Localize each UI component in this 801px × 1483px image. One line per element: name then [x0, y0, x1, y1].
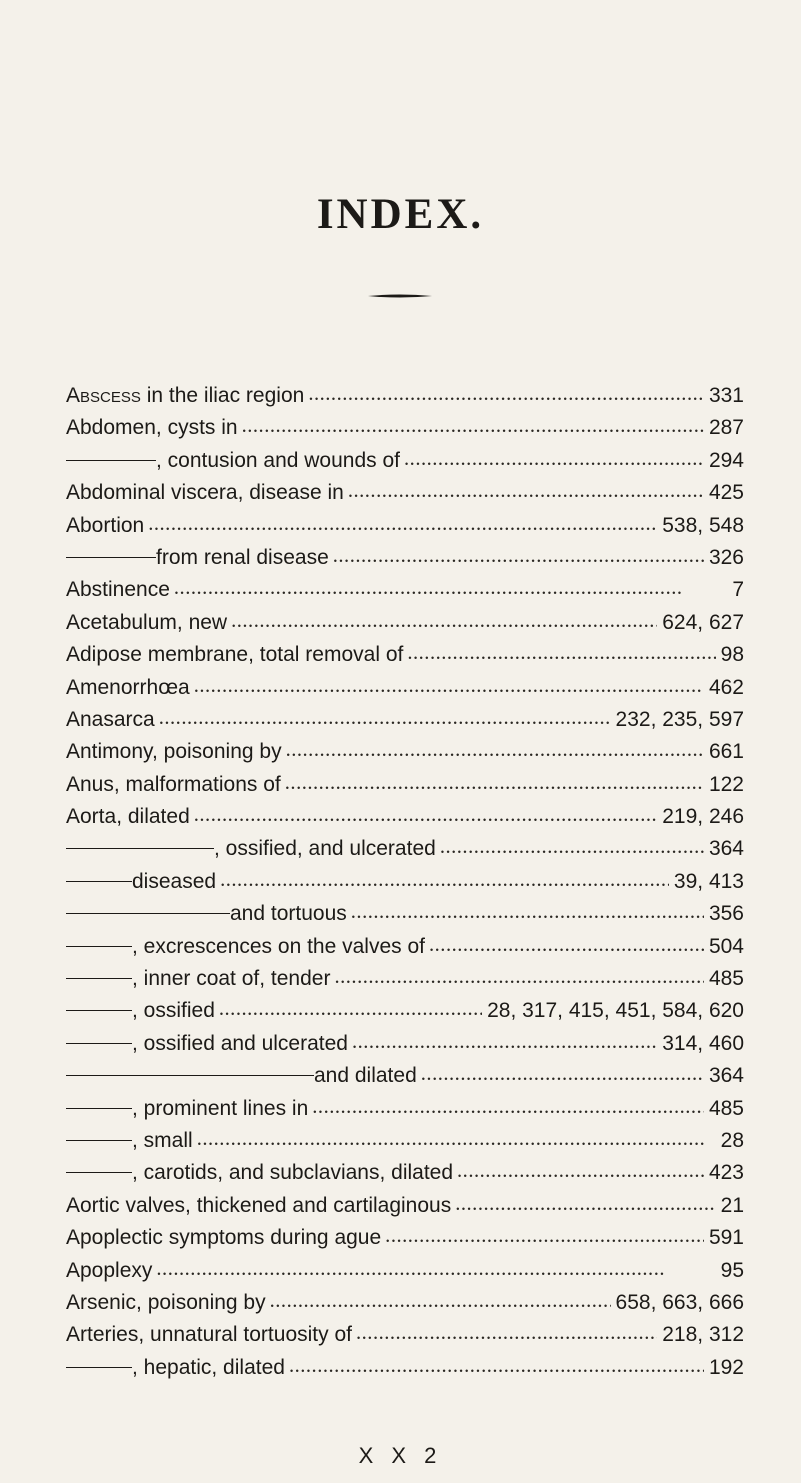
entry-pages: 661 [708, 740, 744, 764]
entry-pages: 122 [708, 772, 744, 796]
index-entry [66, 1222, 744, 1254]
entry-pages: 462 [708, 675, 744, 699]
entry-text: Antimony, poisoning by [66, 740, 282, 764]
ditto-dash [66, 881, 132, 882]
index-entry [66, 639, 744, 671]
index-entry [66, 607, 744, 639]
entry-pages: 7 [732, 578, 744, 602]
dot-leader [430, 933, 704, 966]
entry-pages: 294 [708, 448, 744, 472]
index-entry [66, 1157, 744, 1189]
dot-leader [353, 1030, 657, 1063]
dot-leader [243, 414, 704, 447]
dot-leader [313, 1095, 704, 1128]
entry-pages: 21 [720, 1193, 744, 1217]
entry-pages: 232, 235, 597 [615, 707, 744, 731]
entry-pages: 538, 548 [662, 513, 744, 537]
entry-pages: 364 [708, 1064, 744, 1088]
entry-text: , prominent lines in [132, 1096, 309, 1120]
ditto-dash [66, 1140, 132, 1141]
entry-pages: 314, 460 [662, 1031, 744, 1055]
entry-text: Acetabulum, new [66, 610, 228, 634]
entry-text: Amenorrhœa [66, 675, 190, 699]
entry-text: , ossified and ulcerated [132, 1031, 348, 1055]
entry-text: Aortic valves, thickened and cartilaginous [66, 1193, 452, 1217]
entry-text: Arteries, unnatural tortuosity of [66, 1323, 352, 1347]
entry-text: , contusion and wounds of [156, 448, 401, 472]
ditto-dash [66, 913, 230, 914]
entry-text: , hepatic, dilated [132, 1355, 285, 1379]
index-entry [66, 801, 744, 833]
ditto-dash [66, 978, 132, 979]
dot-leader [195, 674, 704, 707]
entry-text: Apoplexy [66, 1258, 153, 1282]
index-entry [66, 1287, 744, 1319]
entry-text: Abdominal viscera, disease in [66, 481, 344, 505]
entry-pages: 326 [708, 545, 744, 569]
dot-leader [198, 1127, 716, 1160]
index-entry [66, 1125, 744, 1157]
index-entry [66, 672, 744, 704]
ditto-dash [66, 1367, 132, 1368]
dot-leader [290, 1354, 704, 1387]
ornamental-rule [368, 294, 432, 297]
dot-leader [271, 1289, 611, 1322]
entry-text: diseased [132, 869, 217, 893]
index-entry [66, 866, 744, 898]
index-entry [66, 380, 744, 412]
index-entry [66, 1255, 744, 1287]
entry-text: , excrescences on the valves of [132, 934, 425, 958]
dot-leader [408, 641, 715, 674]
entry-pages: 39, 413 [673, 869, 744, 893]
entry-text: Aorta, dilated [66, 805, 190, 829]
index-entry [66, 704, 744, 736]
dot-leader [357, 1321, 657, 1354]
ditto-dash [66, 1108, 132, 1109]
dot-leader [405, 447, 704, 480]
entry-text: and dilated [314, 1064, 417, 1088]
dot-leader [149, 512, 657, 545]
entry-text: from renal disease [156, 545, 329, 569]
entry-text: Adipose membrane, total removal of [66, 643, 404, 667]
entry-pages: 504 [708, 934, 744, 958]
entry-pages: 98 [720, 643, 744, 667]
entry-text: Abscess in the iliac region [66, 384, 305, 407]
entry-pages: 287 [708, 416, 744, 440]
entry-text: and tortuous [230, 902, 347, 926]
index-entry [66, 412, 744, 444]
ditto-dash [66, 1043, 132, 1044]
dot-leader [422, 1062, 704, 1095]
dot-leader [221, 868, 669, 901]
index-entry [66, 477, 744, 509]
entry-pages: 356 [708, 902, 744, 926]
entry-text: , ossified [132, 999, 215, 1023]
dot-leader [456, 1192, 715, 1225]
entry-pages: 364 [708, 837, 744, 861]
ditto-dash [66, 946, 132, 947]
dot-leader [157, 1257, 715, 1290]
entry-text: Anus, malformations of [66, 772, 281, 796]
ditto-dash [66, 848, 214, 849]
entry-pages: 331 [708, 384, 744, 407]
entry-pages: 95 [720, 1258, 744, 1282]
entry-pages: 425 [708, 481, 744, 505]
dot-leader [175, 576, 727, 609]
dot-leader [349, 479, 704, 512]
index-entry [66, 769, 744, 801]
entry-pages: 192 [708, 1355, 744, 1379]
entry-text: Abstinence [66, 578, 170, 602]
entry-text: , ossified, and ulcerated [214, 837, 436, 861]
entry-text: , inner coat of, tender [132, 967, 331, 991]
dot-leader [458, 1159, 704, 1192]
entry-pages: 624, 627 [662, 610, 744, 634]
entry-text: Arsenic, poisoning by [66, 1290, 266, 1314]
index-entry [66, 1190, 744, 1222]
index-entry [66, 574, 744, 606]
index-entry [66, 1352, 744, 1384]
index-entry [66, 833, 744, 865]
dot-leader [195, 803, 658, 836]
index-entry [66, 995, 744, 1027]
ditto-dash [66, 1075, 314, 1076]
index-entry [66, 445, 744, 477]
entry-pages: 218, 312 [662, 1323, 744, 1347]
dot-leader [441, 835, 704, 868]
entry-pages: 219, 246 [662, 805, 744, 829]
dot-leader [309, 382, 704, 415]
ditto-dash [66, 460, 156, 461]
entry-pages: 485 [708, 1096, 744, 1120]
entry-pages: 591 [708, 1226, 744, 1250]
entry-pages: 658, 663, 666 [615, 1290, 744, 1314]
entry-pages: 423 [708, 1161, 744, 1185]
index-entry [66, 898, 744, 930]
dot-leader [386, 1224, 704, 1257]
index-entry [66, 931, 744, 963]
entry-pages: 485 [708, 967, 744, 991]
entry-text: Abdomen, cysts in [66, 416, 238, 440]
dot-leader [286, 771, 704, 804]
entry-text: , small [132, 1128, 193, 1152]
index-entry [66, 510, 744, 542]
page-title: INDEX. [316, 191, 485, 238]
index-entry [66, 963, 744, 995]
index-entry [66, 1028, 744, 1060]
dot-leader [220, 997, 482, 1030]
index-entries [66, 380, 744, 1384]
ditto-dash [66, 557, 156, 558]
ditto-dash [66, 1010, 132, 1011]
dot-leader [352, 900, 704, 933]
signature-mark: X X 2 [358, 1443, 443, 1468]
dot-leader [232, 609, 657, 642]
index-entry [66, 542, 744, 574]
entry-text: Abortion [66, 513, 145, 537]
entry-text: Apoplectic symptoms during ague [66, 1226, 382, 1250]
dot-leader [287, 738, 704, 771]
index-entry [66, 736, 744, 768]
ditto-dash [66, 1172, 132, 1173]
dot-leader [160, 706, 611, 739]
entry-text: , carotids, and subclavians, dilated [132, 1161, 454, 1185]
entry-pages: 28 [720, 1128, 744, 1152]
entry-text: Anasarca [66, 707, 155, 731]
dot-leader [334, 544, 704, 577]
index-entry [66, 1319, 744, 1351]
index-entry [66, 1093, 744, 1125]
dot-leader [335, 965, 703, 998]
index-entry [66, 1060, 744, 1092]
entry-pages: 28, 317, 415, 451, 584, 620 [487, 999, 744, 1023]
